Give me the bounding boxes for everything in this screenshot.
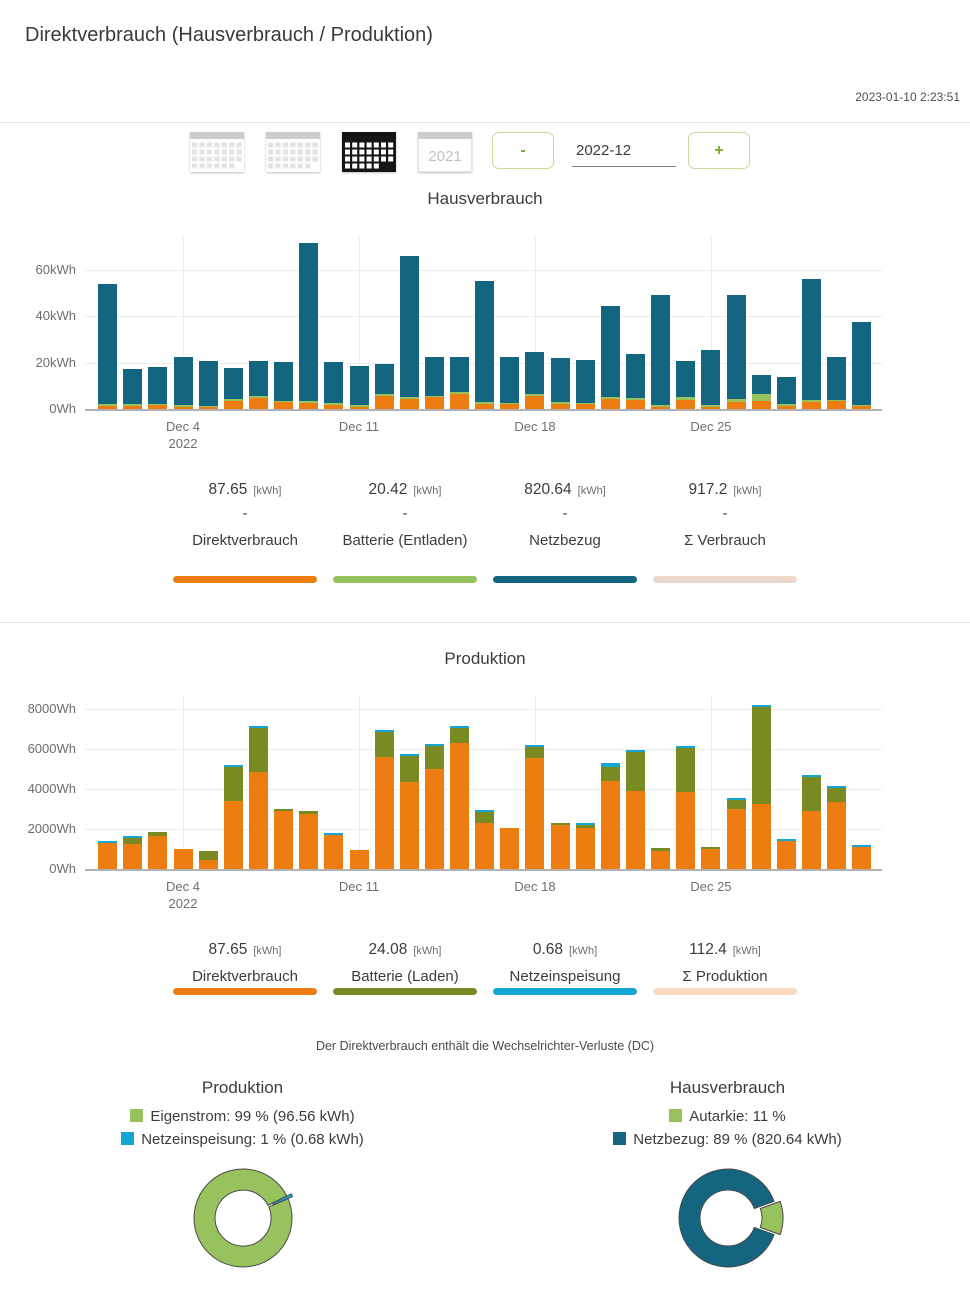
bar-segment [174,849,193,869]
day-view-icon [190,132,244,172]
bar-segment [475,823,494,869]
household-donut-section [485,1078,970,1287]
bar-segment [123,369,142,404]
bar-segment [551,404,570,409]
stat-block [325,941,485,1003]
bar-segment [701,350,720,405]
bar-segment [500,403,519,405]
bar-segment [525,396,544,409]
bar-segment [199,407,218,409]
bar-segment [425,744,444,746]
bar-segment [727,399,746,402]
legend-line [485,1105,970,1128]
bar-segment [224,765,243,767]
bar-segment [777,377,796,404]
view-year-button[interactable] [418,132,472,172]
donut-slice [760,1201,783,1234]
bar-segment [601,399,620,409]
stat-block [645,481,805,591]
legend-swatch-icon [669,1109,682,1122]
donut-slice [193,1169,291,1267]
bar-segment [123,836,142,838]
bar-segment [375,394,394,396]
view-month-button[interactable] [342,132,396,172]
bar-segment [174,405,193,407]
stat-label: Batterie (Laden) [351,968,459,985]
bar-segment [350,366,369,405]
stat-unit: [kWh] [253,485,282,497]
bar-segment [375,732,394,757]
bar-segment [274,811,293,869]
household-donut-chart [648,1157,808,1282]
bar-segment [651,407,670,409]
gridline [359,697,360,869]
y-axis-label: 40kWh [35,308,76,323]
bar-segment [752,401,771,409]
bar-segment [752,375,771,394]
stat-value: 24.08 [kWh] [368,941,442,958]
bar-segment [852,845,871,847]
bar-segment [475,402,494,404]
bar-segment [274,809,293,811]
production-donut-title: Produktion [201,1078,284,1097]
x-axis-label: Dec 18 [514,419,556,434]
x-axis-line [85,409,882,411]
bar-segment [727,402,746,409]
bar-segment [350,850,369,869]
bar-segment [425,357,444,395]
bar-segment [626,750,645,752]
bar-segment [752,705,771,707]
x-axis-line [85,869,882,871]
gridline [183,697,184,869]
bar-segment [626,398,645,400]
bar-segment [450,743,469,869]
stat-unit: [kWh] [733,485,762,497]
timestamp: 2023-01-10 2:23:51 [855,90,960,104]
bar-segment [375,757,394,869]
bar-segment [199,860,218,869]
bar-segment [123,406,142,409]
bar-segment [400,756,419,782]
bar-segment [701,847,720,849]
bar-segment [400,754,419,756]
bar-segment [425,769,444,869]
bar-segment [676,748,695,792]
svg-text:2021: 2021 [428,148,462,165]
bar-segment [601,397,620,399]
stat-value: 112.4 [kWh] [689,941,761,958]
y-axis-label: 0Wh [49,861,76,876]
bar-segment [852,847,871,869]
bar-segment [450,728,469,743]
donut-slice [678,1169,773,1267]
bar-segment [551,823,570,825]
bar-segment [551,402,570,404]
bar-segment [199,406,218,408]
stat-dash: - [242,505,248,522]
bar-segment [525,758,544,869]
bar-segment [249,728,268,772]
stat-label: Netzbezug [529,532,601,549]
consumption-chart [0,230,970,470]
stat-underline [333,988,477,995]
section-divider [0,622,970,623]
bar-segment [123,844,142,869]
stat-value: 20.42 [kWh] [368,481,442,498]
x-axis-label: Dec 25 [690,419,732,434]
stat-label: Σ Produktion [682,968,768,985]
legend-line [0,1105,485,1128]
stat-unit: [kWh] [732,945,761,957]
stat-underline [653,988,797,995]
bar-segment [727,809,746,869]
bar-segment [551,358,570,402]
month-view-icon [342,132,396,172]
legend-swatch-icon [613,1132,626,1145]
stat-underline [493,576,637,583]
period-plus-button[interactable]: + [688,132,750,169]
consumption-stats-row [165,481,805,591]
production-stats-row [165,941,805,1003]
bar-segment [224,767,243,801]
bar-segment [425,746,444,769]
bar-segment [802,811,821,869]
bar-segment [827,401,846,409]
stat-label: Direktverbrauch [192,968,298,985]
stat-underline [653,576,797,583]
bar-segment [525,352,544,395]
bar-segment [576,360,595,402]
bar-segment [148,405,167,409]
stat-dash: - [402,505,408,522]
production-donut-chart [163,1157,323,1282]
stat-label: Netzeinspeisung [509,968,621,985]
bar-segment [148,404,167,406]
bar-segment [626,791,645,869]
bar-segment [727,800,746,809]
y-axis-label: 0Wh [49,401,76,416]
bar-segment [651,405,670,407]
y-axis-label: 20kWh [35,354,76,370]
bar-segment [400,399,419,409]
bar-segment [777,406,796,409]
bar-segment [224,368,243,399]
stat-dash: - [722,505,728,522]
bar-segment [601,763,620,767]
bar-segment [475,404,494,409]
bar-segment [727,798,746,800]
bar-segment [324,403,343,405]
header-divider [0,122,970,123]
stat-unit: [kWh] [253,945,282,957]
bar-segment [802,400,821,402]
bar-segment [98,406,117,409]
bar-segment [148,836,167,869]
bar-segment [601,781,620,869]
household-donut-title: Hausverbrauch [669,1078,786,1097]
stat-value: 820.64 [kWh] [524,481,606,498]
bar-segment [274,401,293,403]
view-week-button[interactable] [266,132,320,172]
x-axis-label: Dec 11 [338,419,380,434]
bar-segment [299,403,318,409]
bar-segment [174,407,193,409]
bar-segment [827,788,846,802]
stat-unit: [kWh] [569,945,598,957]
bar-segment [752,394,771,401]
bar-segment [626,400,645,409]
bar-segment [123,404,142,406]
bar-segment [174,357,193,405]
legend-line [485,1128,970,1151]
bar-segment [576,825,595,828]
bar-segment [98,841,117,843]
bar-segment [500,404,519,409]
bar-segment [676,792,695,869]
bar-segment [425,397,444,409]
gridline [711,697,712,869]
bar-segment [576,823,595,825]
bar-segment [802,775,821,777]
bar-segment [375,396,394,409]
stat-block [485,481,645,591]
bar-segment [777,841,796,869]
stat-unit: [kWh] [577,485,606,497]
bar-segment [98,284,117,404]
legend-text: Netzeinspeisung: 1 % (0.68 kWh) [141,1131,364,1148]
stat-dash: - [562,505,568,522]
stat-value: 87.65 [kWh] [208,481,282,498]
y-axis-label: 8000Wh [27,701,76,716]
bar-segment [299,811,318,814]
stat-underline [173,988,317,995]
bar-segment [400,256,419,397]
bar-segment [249,361,268,396]
bar-segment [199,851,218,860]
bar-segment [852,322,871,405]
x-axis-sublabel: 2022 [168,436,198,451]
stat-label: Batterie (Entladen) [342,532,468,549]
x-axis-label: Dec 4 [166,879,200,894]
bar-segment [123,838,142,844]
bar-segment [777,839,796,841]
bar-segment [601,767,620,781]
bar-segment [249,772,268,869]
bar-segment [450,357,469,392]
bar-segment [651,851,670,869]
bar-segment [601,306,620,397]
legend-text: Eigenstrom: 99 % (96.56 kWh) [150,1108,355,1125]
bar-segment [802,777,821,811]
bar-segment [827,357,846,399]
bar-segment [676,400,695,409]
bar-segment [525,745,544,747]
stat-label: Direktverbrauch [192,532,298,549]
bar-segment [576,404,595,409]
x-axis-label: Dec 11 [338,879,380,894]
page-title: Direktverbrauch (Hausverbrauch / Produktion) [25,24,433,46]
bar-segment [576,403,595,405]
bar-segment [299,243,318,401]
stat-underline [173,576,317,583]
bar-segment [299,814,318,869]
bar-segment [475,810,494,812]
bar-segment [425,396,444,398]
period-input[interactable] [572,134,676,167]
bar-segment [375,730,394,732]
legend-swatch-icon [121,1132,134,1145]
production-donut-legend [0,1105,485,1151]
stat-underline [493,988,637,995]
bar-segment [350,407,369,409]
bar-segment [701,849,720,869]
bar-segment [651,295,670,405]
bar-segment [752,707,771,804]
bar-segment [324,362,343,403]
bar-segment [98,404,117,406]
bar-segment [375,364,394,394]
bar-segment [274,362,293,401]
bar-segment [148,367,167,403]
bar-segment [701,405,720,407]
x-axis-sublabel: 2022 [168,896,198,911]
bar-segment [676,746,695,748]
bar-segment [525,747,544,758]
bar-segment [576,828,595,869]
stat-label: Σ Verbrauch [684,532,766,549]
week-view-icon [266,132,320,172]
stat-value: 87.65 [kWh] [208,941,282,958]
legend-text: Autarkie: 11 % [689,1108,786,1125]
bar-segment [400,782,419,869]
bar-segment [475,812,494,823]
bar-segment [500,828,519,869]
bar-segment [274,402,293,409]
bar-segment [852,405,871,407]
bar-segment [148,832,167,836]
year-view-icon [418,132,472,172]
view-day-button[interactable] [190,132,244,172]
x-axis-label: Dec 25 [690,879,732,894]
bar-segment [651,848,670,851]
bar-segment [199,361,218,406]
bar-segment [224,401,243,409]
bar-segment [802,402,821,409]
stat-block [165,941,325,1003]
bar-segment [852,406,871,409]
bar-segment [324,835,343,869]
legend-swatch-icon [130,1109,143,1122]
stat-block [325,481,485,591]
bar-segment [249,726,268,728]
bar-segment [676,361,695,396]
bar-segment [450,394,469,409]
production-chart-title: Produktion [444,649,526,668]
stat-underline [333,576,477,583]
bar-segment [249,396,268,398]
bar-segment [475,281,494,402]
bar-segment [551,825,570,869]
bar-segment [752,804,771,869]
bar-segment [450,726,469,728]
household-donut-legend [485,1105,970,1151]
bar-segment [224,399,243,401]
production-chart [0,690,970,915]
stat-value: 0.68 [kWh] [532,941,598,958]
bar-segment [676,397,695,400]
bar-segment [525,394,544,396]
bar-segment [802,279,821,399]
bar-segment [324,833,343,835]
bar-segment [777,404,796,406]
footnote: Der Direktverbrauch enthält die Wechselrichter-Verluste (DC) [315,1039,655,1053]
stat-unit: [kWh] [413,945,442,957]
gridline [85,270,882,271]
bar-segment [626,354,645,398]
bar-segment [450,392,469,394]
bar-segment [727,295,746,399]
bar-segment [400,397,419,399]
bar-segment [827,400,846,402]
bar-segment [827,802,846,869]
y-axis-label: 6000Wh [27,741,76,756]
consumption-chart-title: Hausverbrauch [427,189,543,208]
bar-segment [299,401,318,403]
bar-segment [500,357,519,402]
view-switcher [190,132,472,172]
legend-text: Netzbezug: 89 % (820.64 kWh) [633,1131,842,1148]
x-axis-label: Dec 4 [166,419,200,434]
bar-segment [224,801,243,869]
production-donut-section [0,1078,485,1287]
bar-segment [626,752,645,791]
stat-unit: [kWh] [413,485,442,497]
stat-block [165,481,325,591]
bar-segment [249,398,268,409]
bar-segment [98,843,117,869]
stat-block [645,941,805,1003]
bar-segment [701,407,720,409]
bar-segment [324,405,343,409]
period-minus-button[interactable]: - [492,132,554,169]
legend-line [0,1128,485,1151]
y-axis-label: 60kWh [35,261,76,277]
x-axis-label: Dec 18 [514,879,556,894]
bar-segment [350,405,369,407]
y-axis-label: 2000Wh [27,821,76,836]
stat-value: 917.2 [kWh] [688,481,762,498]
stat-block [485,941,645,1003]
bar-segment [827,786,846,788]
y-axis-label: 4000Wh [27,781,76,796]
